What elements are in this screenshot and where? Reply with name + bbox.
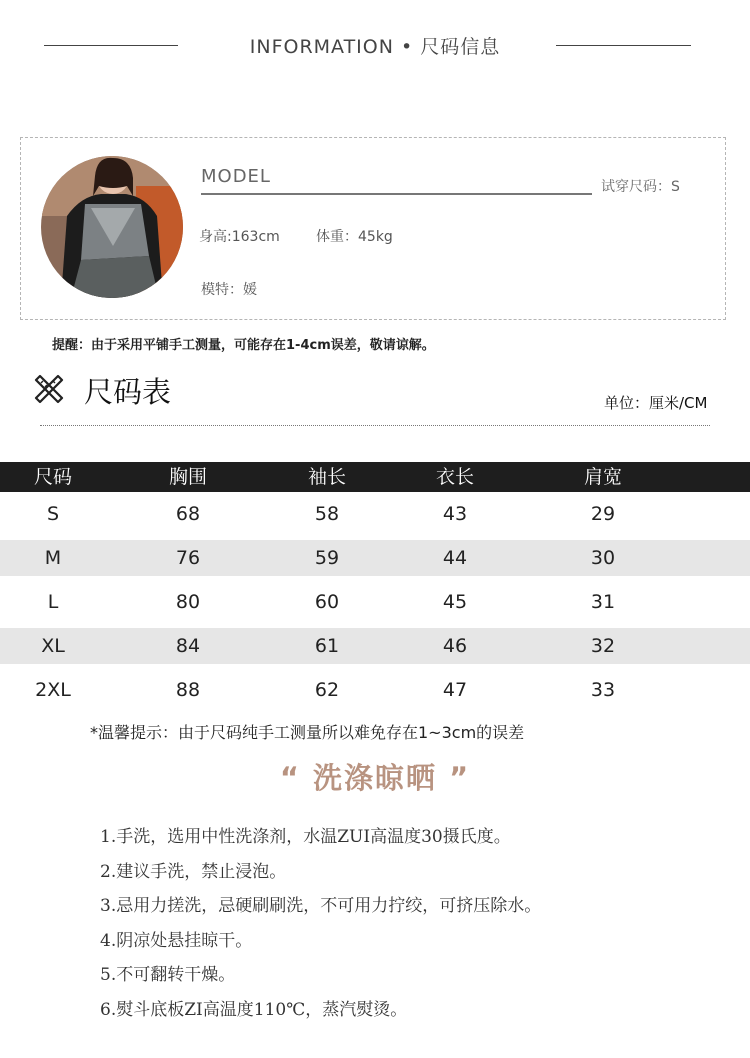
unit-label: 单位：厘米/CM [604, 394, 708, 412]
list-item: 5.不可翻转干燥。 [100, 965, 236, 986]
table-row [0, 540, 750, 576]
model-avatar [41, 156, 183, 298]
model-info-card [20, 137, 726, 320]
cell-shoulder: 33 [590, 679, 616, 701]
page-title: INFORMATION • 尺码信息 [249, 36, 501, 58]
size-chart-title: 尺码表 [84, 375, 172, 409]
measurement-footnote: *温馨提示：由于尺码纯手工测量所以难免存在1~3cm的误差 [90, 723, 525, 742]
list-item: 2.建议手洗，禁止浸泡。 [100, 861, 287, 882]
model-height: 身高:163cm [199, 229, 280, 245]
cell-chest: 84 [175, 635, 201, 657]
model-name: 模特：媛 [201, 282, 257, 298]
dotted-divider [40, 425, 710, 426]
cell-length: 44 [442, 547, 468, 569]
cell-chest: 80 [175, 591, 201, 613]
model-weight: 体重：45kg [316, 229, 393, 245]
cell-chest: 76 [175, 547, 201, 569]
cell-size: S [46, 503, 60, 525]
list-item: 6.熨斗底板ZI高温度110℃，蒸汽熨烫。 [100, 999, 408, 1020]
wash-care-title: “ 洗涤晾晒 ” [279, 761, 471, 795]
table-row [0, 492, 750, 536]
cell-size: L [47, 591, 59, 613]
wash-care-list [100, 820, 541, 1028]
cell-length: 47 [442, 679, 468, 701]
cell-chest: 88 [175, 679, 201, 701]
cell-sleeve: 61 [314, 635, 340, 657]
crossed-rulers-icon [32, 372, 66, 406]
list-item: 3.忌用力搓洗，忌硬刷刷洗，不可用力拧绞，可挤压除水。 [100, 896, 542, 917]
cell-shoulder: 30 [590, 547, 616, 569]
model-underline [201, 193, 592, 195]
cell-shoulder: 32 [590, 635, 616, 657]
list-item: 1.手洗，选用中性洗涤剂，水温ZUI高温度30摄氏度。 [100, 827, 511, 847]
cell-sleeve: 60 [314, 591, 340, 613]
cell-size: XL [41, 635, 65, 657]
model-label: MODEL [201, 166, 271, 187]
table-row [0, 668, 750, 712]
cell-shoulder: 29 [590, 503, 616, 525]
cell-sleeve: 59 [314, 547, 340, 569]
header-cell-size: 尺码 [33, 466, 73, 488]
header-cell-length: 衣长 [435, 466, 475, 488]
cell-size: M [44, 547, 62, 569]
cell-sleeve: 62 [314, 679, 340, 701]
cell-length: 46 [442, 635, 468, 657]
try-size: 试穿尺码：S [601, 179, 680, 195]
cell-sleeve: 58 [314, 503, 340, 525]
header-cell-chest: 胸围 [168, 466, 208, 488]
header-cell-shoulder: 肩宽 [583, 466, 623, 488]
header-cell-sleeve: 袖长 [307, 466, 347, 488]
table-body [0, 492, 750, 712]
cell-length: 45 [442, 591, 468, 613]
cell-length: 43 [442, 503, 468, 525]
list-item: 4.阴凉处悬挂晾干。 [100, 930, 253, 951]
cell-size: 2XL [35, 679, 71, 701]
table-header-row [0, 462, 750, 492]
size-table [0, 462, 750, 712]
model-photo-icon [41, 156, 183, 298]
cell-chest: 68 [175, 503, 201, 525]
table-row [0, 580, 750, 624]
cell-shoulder: 31 [590, 591, 616, 613]
table-row [0, 628, 750, 664]
measurement-reminder: 提醒：由于采用平铺手工测量，可能存在1-4cm误差，敬请谅解。 [52, 338, 435, 353]
